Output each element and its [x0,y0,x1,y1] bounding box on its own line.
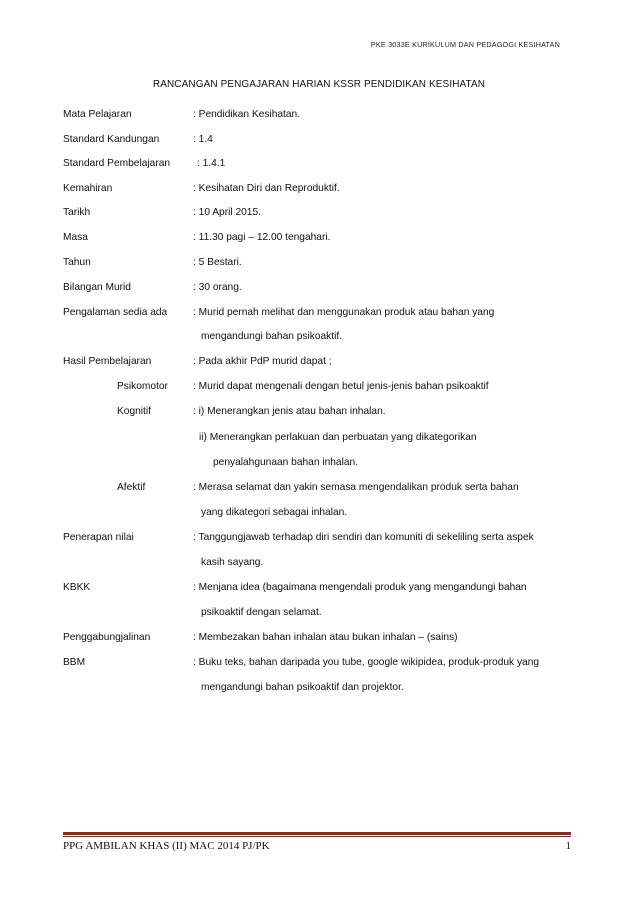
field-label-pengalaman: Pengalaman sedia ada [63,307,168,318]
field-value-pengalaman-cont: mengandungi bahan psikoaktif. [201,331,343,342]
outcome-label-kognitif: Kognitif [117,406,151,417]
field-value-mata-pelajaran: : Pendidikan Kesihatan. [193,109,301,120]
field-label-standard-kandungan: Standard Kandungan [63,134,160,145]
outcome-value-kognitif-2: ii) Menerangkan perlakuan dan perbuatan yang dikategorikan [199,432,477,443]
field-label-penerapan-nilai: Penerapan nilai [63,532,134,543]
field-value-standard-pembelajaran: : 1.4.1 [197,158,226,169]
outcome-value-afektif: : Merasa selamat dan yakin semasa mengendalikan produk serta bahan [193,482,519,493]
field-label-tahun: Tahun [63,257,91,268]
outcome-value-afektif-cont: yang dikategori sebagai inhalan. [201,507,348,518]
running-header: PKE 3033E KURIKULUM DAN PEDAGOGI KESIHATAN [370,40,560,49]
field-value-penerapan-nilai-cont: kasih sayang. [201,557,264,568]
field-label-mata-pelajaran: Mata Pelajaran [63,109,132,120]
outcome-value-kognitif-1: : i) Menerangkan jenis atau bahan inhalan. [193,406,386,417]
field-value-penggabungjalinan: : Membezakan bahan inhalan atau bukan inhalan – (sains) [193,632,458,643]
field-label-tarikh: Tarikh [63,207,91,218]
outcome-value-kognitif-2-cont: penyalahgunaan bahan inhalan. [213,457,359,468]
document-title: RANCANGAN PENGAJARAN HARIAN KSSR PENDIDIKAN KESIHATAN [152,79,486,90]
field-value-bbm: : Buku teks, bahan daripada you tube, google wikipidea, produk-produk yang [193,657,540,668]
field-label-bilangan-murid: Bilangan Murid [63,282,131,293]
field-value-hasil-pembelajaran: : Pada akhir PdP murid dapat ; [193,356,332,367]
field-value-masa: : 11.30 pagi – 12.00 tengahari. [193,232,331,243]
footer-program: PPG AMBILAN KHAS (II) MAC 2014 PJ/PK [63,840,270,852]
field-value-pengalaman: : Murid pernah melihat dan menggunakan produk atau bahan yang [193,307,495,318]
field-value-tarikh: : 10 April 2015. [193,207,261,218]
outcome-label-psikomotor: Psikomotor [117,381,168,392]
outcome-label-afektif: Afektif [117,482,146,493]
field-label-kemahiran: Kemahiran [63,183,113,194]
field-value-tahun: : 5 Bestari. [193,257,242,268]
outcome-value-psikomotor: : Murid dapat mengenali dengan betul jenis-jenis bahan psikoaktif [193,381,489,392]
footer-rule-thin [63,836,571,837]
field-label-hasil-pembelajaran: Hasil Pembelajaran [63,356,152,367]
field-label-bbm: BBM [63,657,86,668]
field-value-bilangan-murid: : 30 orang. [193,282,242,293]
field-label-standard-pembelajaran: Standard Pembelajaran [63,158,171,169]
page-number: 1 [565,840,571,852]
field-label-masa: Masa [63,232,88,243]
field-value-kemahiran: : Kesihatan Diri dan Reproduktif. [193,183,340,194]
field-value-kbkk: : Menjana idea (bagaimana mengendali produk yang mengandungi bahan [193,582,527,593]
field-label-kbkk: KBKK [63,582,91,593]
field-value-bbm-cont: mengandungi bahan psikoaktif dan projektor. [201,682,404,693]
field-value-penerapan-nilai: : Tanggungjawab terhadap diri sendiri dan komuniti di sekeliling serta aspek [193,532,534,543]
field-value-standard-kandungan: : 1.4 [193,134,213,145]
field-label-penggabungjalinan: Penggabungjalinan [63,632,151,643]
footer-rule-thick [63,832,571,835]
field-value-kbkk-cont: psikoaktif dengan selamat. [201,607,322,618]
